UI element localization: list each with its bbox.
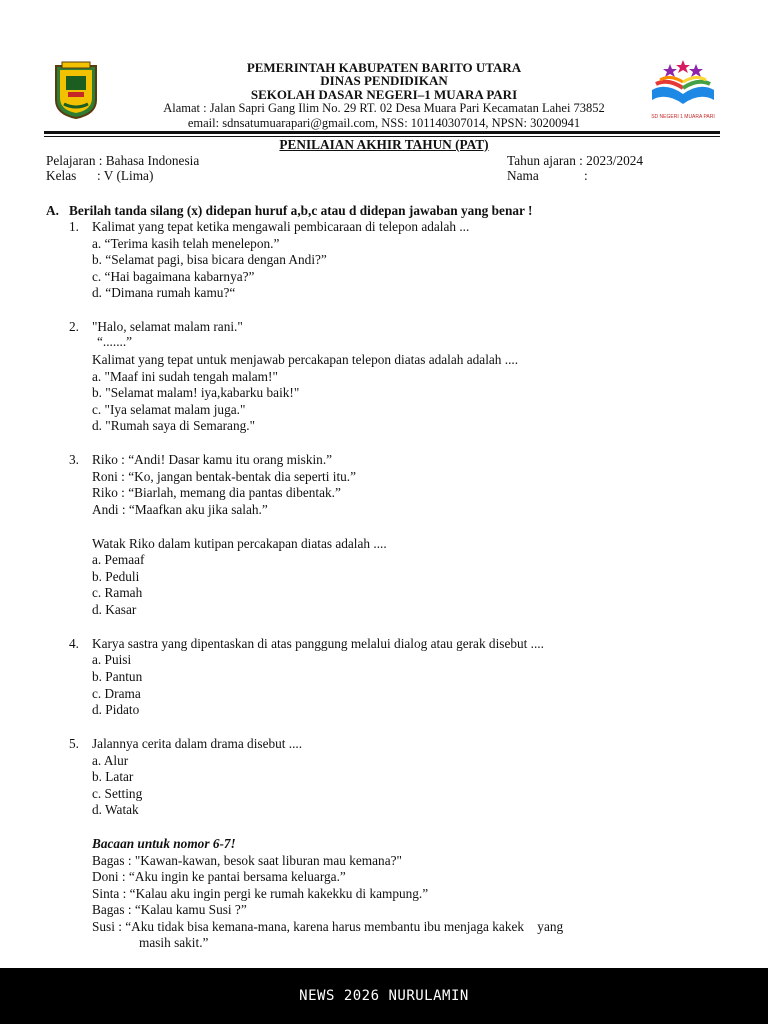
header-line-school: SEKOLAH DASAR NEGERI–1 MUARA PARI <box>250 87 518 102</box>
question-4-text: Karya sastra yang dipentaskan di atas panggung melalui dialog atau gerak disebut .... <box>92 636 544 651</box>
header-contact: email: sdnsatumuarapari@gmail.com, NSS: 101140307014, NPSN: 30200941 <box>187 116 581 130</box>
question-5-text: Jalannya cerita dalam drama disebut .... <box>92 736 303 751</box>
question-1-option-c: c. “Hai bagaimana kabarnya?” <box>92 269 255 284</box>
name-value: : <box>584 168 588 183</box>
question-3-dialog-1: Riko : “Andi! Dasar kamu itu orang miskin.” <box>92 452 333 467</box>
question-1-text: Kalimat yang tepat ketika mengawali pembicaraan di telepon adalah ... <box>92 219 470 234</box>
reading-line-4: Bagas : “Kalau kamu Susi ?” <box>92 902 247 917</box>
subject-info: Pelajaran : Bahasa Indonesia <box>46 153 200 168</box>
header-line-department: DINAS PENDIDIKAN <box>320 73 448 88</box>
question-1-option-a: a. “Terima kasih telah menelepon.” <box>92 236 280 251</box>
class-value: : V (Lima) <box>97 168 154 183</box>
school-year-info: Tahun ajaran : 2023/2024 <box>507 153 644 168</box>
question-2-dialog-1: "Halo, selamat malam rani." <box>92 319 243 334</box>
section-letter: A. <box>46 203 59 218</box>
header-address: Alamat : Jalan Sapri Gang Ilim No. 29 RT. 02 Desa Muara Pari Kecamatan Lahei 73852 <box>163 101 605 115</box>
question-2-dialog-2: “.......” <box>97 334 133 349</box>
question-2-option-a: a. "Maaf ini sudah tengah malam!" <box>92 369 278 384</box>
question-4-option-d: d. Pidato <box>92 702 140 717</box>
reading-line-3: Sinta : “Kalau aku ingin pergi ke rumah kakekku di kampung.” <box>92 886 429 901</box>
exam-title: PENILAIAN AKHIR TAHUN (PAT) <box>279 137 489 152</box>
school-logo-text: SD NEGERI 1 MUARA PARI <box>651 114 715 120</box>
reading-line-5: Susi : “Aku tidak bisa kemana-mana, karena harus membantu ibu menjaga kakek yang <box>92 919 564 934</box>
name-label: Nama <box>507 168 539 183</box>
question-5-option-b: b. Latar <box>92 769 134 784</box>
question-1-number: 1. <box>69 219 79 234</box>
reading-line-6: masih sakit.” <box>139 935 209 950</box>
section-instruction: Berilah tanda silang (x) didepan huruf a,b,c atau d didepan jawaban yang benar ! <box>69 203 533 218</box>
question-3-dialog-2: Roni : “Ko, jangan bentak-bentak dia seperti itu.” <box>92 469 357 484</box>
question-5-option-c: c. Setting <box>92 786 143 801</box>
question-2-option-b: b. "Selamat malam! iya,kabarku baik!" <box>92 385 300 400</box>
reading-line-1: Bagas : "Kawan-kawan, besok saat liburan mau kemana?" <box>92 853 402 868</box>
question-3-number: 3. <box>69 452 79 467</box>
question-1-option-d: d. “Dimana rumah kamu?“ <box>92 285 236 300</box>
question-3-text: Watak Riko dalam kutipan percakapan diatas adalah .... <box>92 536 387 551</box>
reading-line-2: Doni : “Aku ingin ke pantai bersama keluarga.” <box>92 869 346 884</box>
question-4-option-a: a. Puisi <box>92 652 132 667</box>
question-3-option-a: a. Pemaaf <box>92 552 145 567</box>
header-line-government: PEMERINTAH KABUPATEN BARITO UTARA <box>246 60 522 75</box>
question-2-text: Kalimat yang tepat untuk menjawab percakapan telepon diatas adalah adalah .... <box>92 352 519 367</box>
question-4-option-b: b. Pantun <box>92 669 143 684</box>
regency-emblem-logo <box>52 60 100 120</box>
class-label: Kelas <box>46 168 77 183</box>
question-3-option-b: b. Peduli <box>92 569 140 584</box>
question-3-dialog-3: Riko : “Biarlah, memang dia pantas dibentak.” <box>92 485 341 500</box>
question-3-option-c: c. Ramah <box>92 585 143 600</box>
footer-watermark-bar: NEWS 2026 NURULAMIN <box>0 968 768 1024</box>
question-2-option-c: c. "Iya selamat malam juga." <box>92 402 246 417</box>
question-4-option-c: c. Drama <box>92 686 141 701</box>
question-5-number: 5. <box>69 736 79 751</box>
question-3-option-d: d. Kasar <box>92 602 137 617</box>
question-1-option-b: b. “Selamat pagi, bisa bicara dengan Andi?” <box>92 252 327 267</box>
header-rule-thick <box>44 131 720 134</box>
question-2-option-d: d. "Rumah saya di Semarang." <box>92 418 255 433</box>
question-3-dialog-4: Andi : “Maafkan aku jika salah.” <box>92 502 268 517</box>
question-4-number: 4. <box>69 636 79 651</box>
question-5-option-d: d. Watak <box>92 802 139 817</box>
question-2-number: 2. <box>69 319 79 334</box>
reading-title: Bacaan untuk nomor 6-7! <box>92 836 236 851</box>
question-5-option-a: a. Alur <box>92 753 129 768</box>
